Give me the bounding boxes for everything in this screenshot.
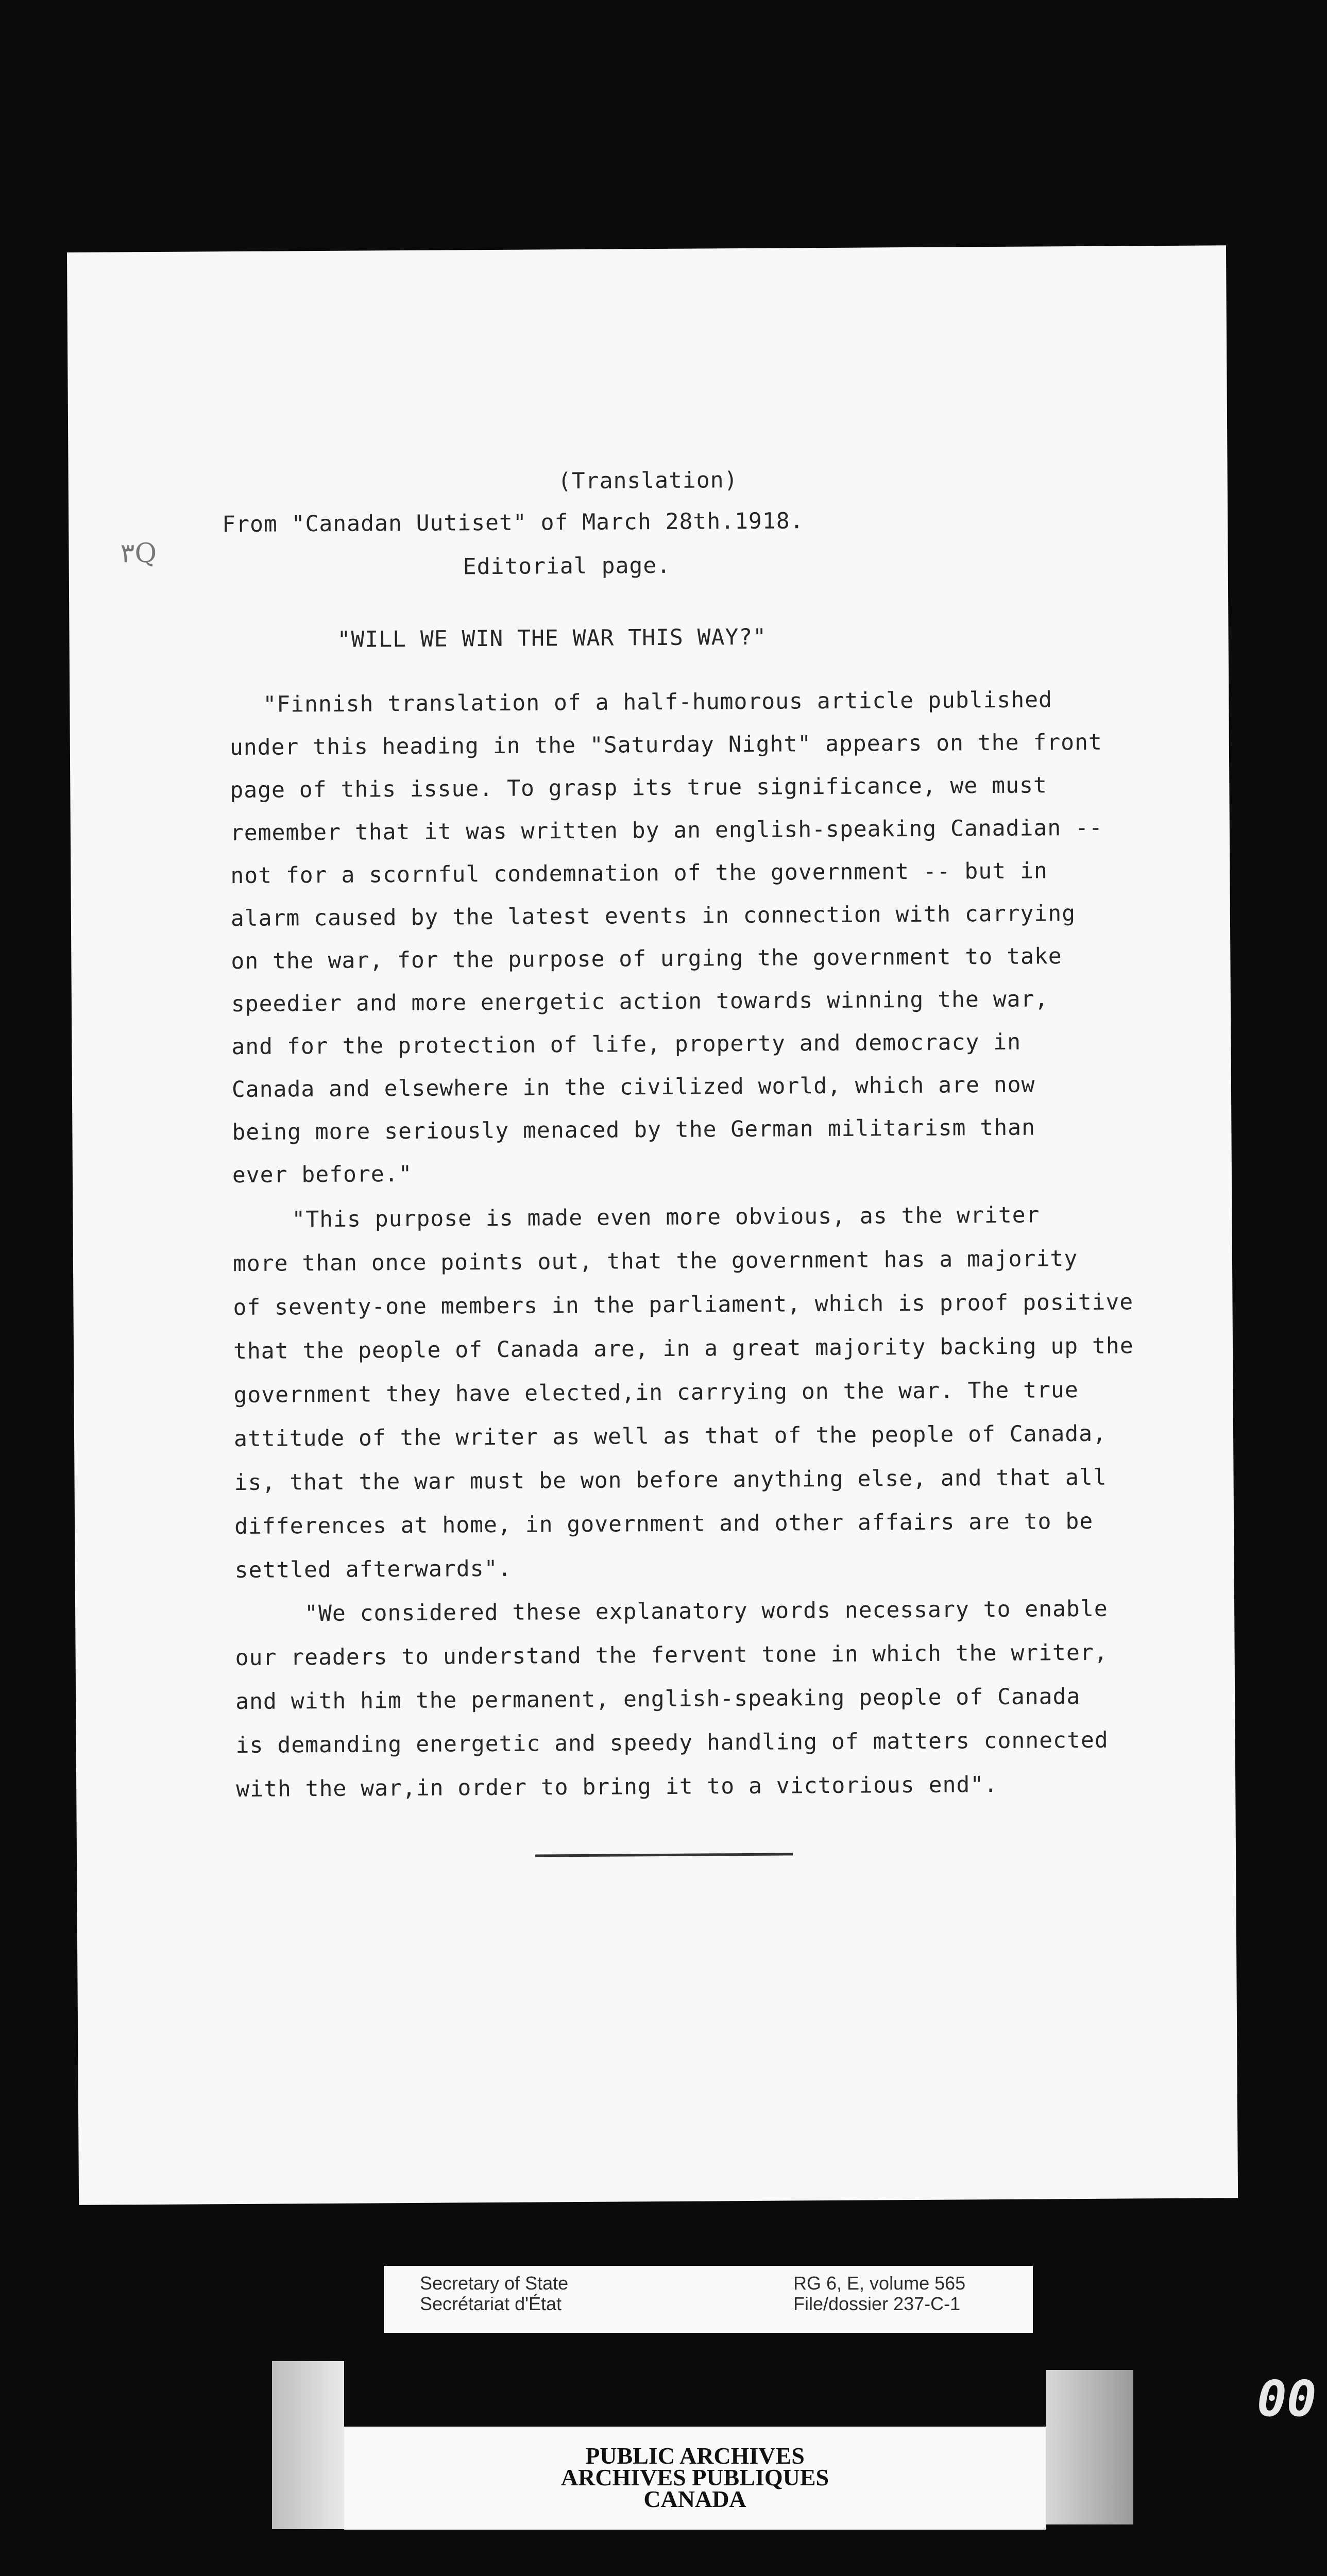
page-line: Editorial page. xyxy=(463,552,671,580)
body-line: page of this issue. To grasp its true significance, we must xyxy=(230,772,1047,804)
body-line: Canada and elsewhere in the civilized world, which are now xyxy=(231,1072,1035,1103)
body-line: government they have elected,in carrying on the war. The true xyxy=(233,1377,1079,1409)
stamp-line-2: ARCHIVES PUBLIQUES xyxy=(560,2464,829,2490)
body-line: under this heading in the "Saturday Night" appears on the front xyxy=(229,729,1102,761)
document-page xyxy=(67,245,1238,2205)
body-line: attitude of the writer as well as that of the people of Canada, xyxy=(233,1420,1107,1452)
closing-rule xyxy=(535,1853,793,1857)
body-line: speedier and more energetic action towards winning the war, xyxy=(231,986,1049,1018)
body-line: remember that it was written by an english-speaking Canadian -- xyxy=(230,815,1103,846)
body-line: with the war,in order to bring it to a victorious end". xyxy=(236,1772,998,1803)
body-line: our readers to understand the fervent tone in which the writer, xyxy=(235,1639,1108,1671)
file-dossier: File/dossier 237-C-1 xyxy=(793,2293,961,2314)
department-english: Secretary of State xyxy=(420,2273,569,2294)
body-line: differences at home, in government and other affairs are to be xyxy=(234,1508,1094,1540)
body-line: is demanding energetic and speedy handling of matters connected xyxy=(235,1727,1109,1759)
archive-reference-card xyxy=(384,2266,1033,2333)
body-line: alarm caused by the latest events in connection with carrying xyxy=(230,901,1076,932)
translation-label: (Translation) xyxy=(557,467,738,495)
body-line: settled afterwards". xyxy=(234,1555,512,1584)
department-french: Secrétariat d'État xyxy=(420,2293,562,2314)
body-line: and with him the permanent, english-speaking people of Canada xyxy=(235,1684,1081,1715)
grey-scale-patch-left xyxy=(272,2361,344,2529)
body-line: "This purpose is made even more obvious, as the writer xyxy=(292,1202,1040,1233)
margin-mark: ٣Q xyxy=(120,537,157,569)
body-line: is, that the war must be won before anything else, and that all xyxy=(234,1464,1107,1496)
body-line: being more seriously menaced by the German militarism than xyxy=(232,1114,1036,1146)
grey-scale-patch-right xyxy=(1046,2370,1133,2524)
stamp-line-3: CANADA xyxy=(643,2486,746,2512)
article-title: "WILL WE WIN THE WAR THIS WAY?" xyxy=(337,624,767,653)
body-line: ever before." xyxy=(232,1161,413,1189)
body-line: that the people of Canada are, in a great majority backing up the xyxy=(233,1333,1134,1365)
stamp-line-1: PUBLIC ARCHIVES xyxy=(585,2443,805,2469)
frame-number: 00 xyxy=(1257,2370,1317,2428)
body-line: and for the protection of life, property and democracy in xyxy=(231,1029,1022,1060)
body-line: more than once points out, that the government has a majority xyxy=(232,1246,1078,1277)
source-line: From "Canadan Uutiset" of March 28th.1918. xyxy=(222,508,804,538)
body-line: on the war, for the purpose of urging the government to take xyxy=(231,943,1062,975)
body-line: of seventy-one members in the parliament, which is proof positive xyxy=(233,1289,1134,1321)
archives-stamp xyxy=(344,2427,1046,2530)
record-group: RG 6, E, volume 565 xyxy=(793,2273,966,2294)
body-line: not for a scornful condemnation of the government -- but in xyxy=(230,858,1048,889)
body-line: "We considered these explanatory words necessary to enable xyxy=(304,1596,1108,1627)
body-line: "Finnish translation of a half-humorous article published xyxy=(263,687,1053,718)
